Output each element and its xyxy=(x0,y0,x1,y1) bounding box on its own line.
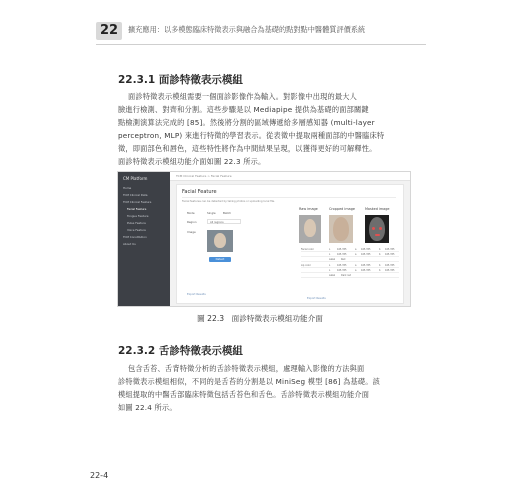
fig-image-label: Image xyxy=(187,230,196,234)
fig-nav-item[interactable]: TCM Clinical Data xyxy=(123,193,148,197)
fig-export-link-2[interactable]: Export Results xyxy=(307,297,326,300)
fig-cropped-image xyxy=(329,215,353,243)
fig-raw-image xyxy=(299,215,321,243)
fig-col-cropped-image: Cropped image xyxy=(329,207,355,211)
fig-card-divider xyxy=(182,197,396,198)
fig-topbar xyxy=(170,172,410,181)
paragraph-line: 包含舌苔、舌背特徵分析的舌診特徵表示模組，處理輸入影像的方法與面 xyxy=(128,364,365,373)
table-row: Label Red xyxy=(301,257,399,262)
paragraph-line: perceptron, MLP) 來進行特徵的學習表示。從表徵中提取兩種面部的中醫臨床特 xyxy=(118,131,385,140)
paragraph-line: 如圖 22.4 所示。 xyxy=(118,403,177,412)
fig-description: Facial features can be detected by taking photos or uploading local file. xyxy=(182,200,275,203)
fig-nav-item-active[interactable]: Facial Feature xyxy=(127,207,147,211)
fig-nav-item[interactable]: Home xyxy=(123,186,132,190)
fig-nav-item[interactable]: TCM Clinical Feature xyxy=(123,200,152,204)
section-heading-22-3-2: 22.3.2 舌診特徵表示模組 xyxy=(118,345,243,357)
table-row: Label Dark red xyxy=(301,273,399,278)
fig-mode-label: Mode xyxy=(187,211,195,215)
fig-app-name: CM Platform xyxy=(123,176,148,181)
fig-nav-item[interactable]: Voice Feature xyxy=(127,228,146,232)
fig-content-card xyxy=(176,184,404,304)
paragraph-line: 面診特徵表示模組功能介面如圖 22.3 所示。 xyxy=(118,157,266,166)
fig-mode-option-batch[interactable]: Batch xyxy=(223,211,232,215)
table-row: L 165.355 a 165.355 b 165.355 xyxy=(301,268,399,273)
fig-mode-option-single[interactable]: Single xyxy=(207,211,216,215)
fig-region-label: Region xyxy=(187,220,197,224)
chapter-number-badge: 22 xyxy=(96,22,122,40)
table-row: Lip color L 165.355 a 165.355 b 165.355 xyxy=(301,263,399,268)
header-divider xyxy=(96,44,426,45)
paragraph-line: 模組提取的中醫舌部臨床特徵包括舌苔色和舌色。舌診特徵表示模組功能介面 xyxy=(118,390,370,399)
fig-col-masked-image: Masked image xyxy=(365,207,390,211)
page-number: 22-4 xyxy=(90,471,109,480)
fig-upload-preview[interactable] xyxy=(207,230,233,252)
fig-masked-image xyxy=(365,215,389,243)
fig-nav-item[interactable]: About Us xyxy=(123,242,136,246)
table-row: Facial color L 165.355 a 165.355 b 165.355 xyxy=(301,247,399,252)
fig-export-link[interactable]: Export Results xyxy=(187,293,206,296)
fig-card-title: Facial Feature xyxy=(182,189,217,195)
figure-facial-feature-ui xyxy=(117,171,411,307)
fig-nav-item[interactable]: Tongue Feature xyxy=(127,214,149,218)
paragraph-line: 面診特徵表示模組需要一個面診影像作為輸入。對影像中出現的最大人 xyxy=(128,92,358,101)
fig-detect-button[interactable]: Detect xyxy=(209,257,231,262)
fig-nav-item[interactable]: Pulse Feature xyxy=(127,221,146,225)
figure-caption: 圖 22.3 面診特徵表示模組功能介面 xyxy=(197,314,323,323)
paragraph-line: 徵，即面部色和唇色，這些特性將作為中間結果呈現，以獲得更好的可解釋性。 xyxy=(118,144,377,153)
running-header xyxy=(96,22,426,42)
fig-nav-item[interactable]: TCM Constitution xyxy=(123,235,147,239)
paragraph-line: 點檢測演算法完成的 [85]。然後將分割的區域傳遞給多層感知器 (multi-layer xyxy=(118,118,375,127)
paragraph-line: 臉進行檢測、對齊和分割。這些步驟是以 Mediapipe 提供為基礎的面部關鍵 xyxy=(118,105,369,114)
table-row: L 165.355 a 165.355 b 165.355 xyxy=(301,252,399,257)
fig-region-select[interactable]: All regions xyxy=(207,219,241,224)
fig-breadcrumb: TCM Clinical Feature > Facial Feature xyxy=(176,174,232,178)
fig-col-raw-image: Raw image xyxy=(299,207,318,211)
paragraph-line: 診特徵表示模組相似，不同的是舌苔的分割是以 MiniSeg 模型 [86] 為基礎。該 xyxy=(118,377,381,386)
fig-sidebar xyxy=(118,172,170,306)
running-title: 擴充應用：以多模態臨床特徵表示與融合為基礎的點對點中醫體質評價系統 xyxy=(128,25,366,34)
section-heading-22-3-1: 22.3.1 面診特徵表示模組 xyxy=(118,74,243,86)
